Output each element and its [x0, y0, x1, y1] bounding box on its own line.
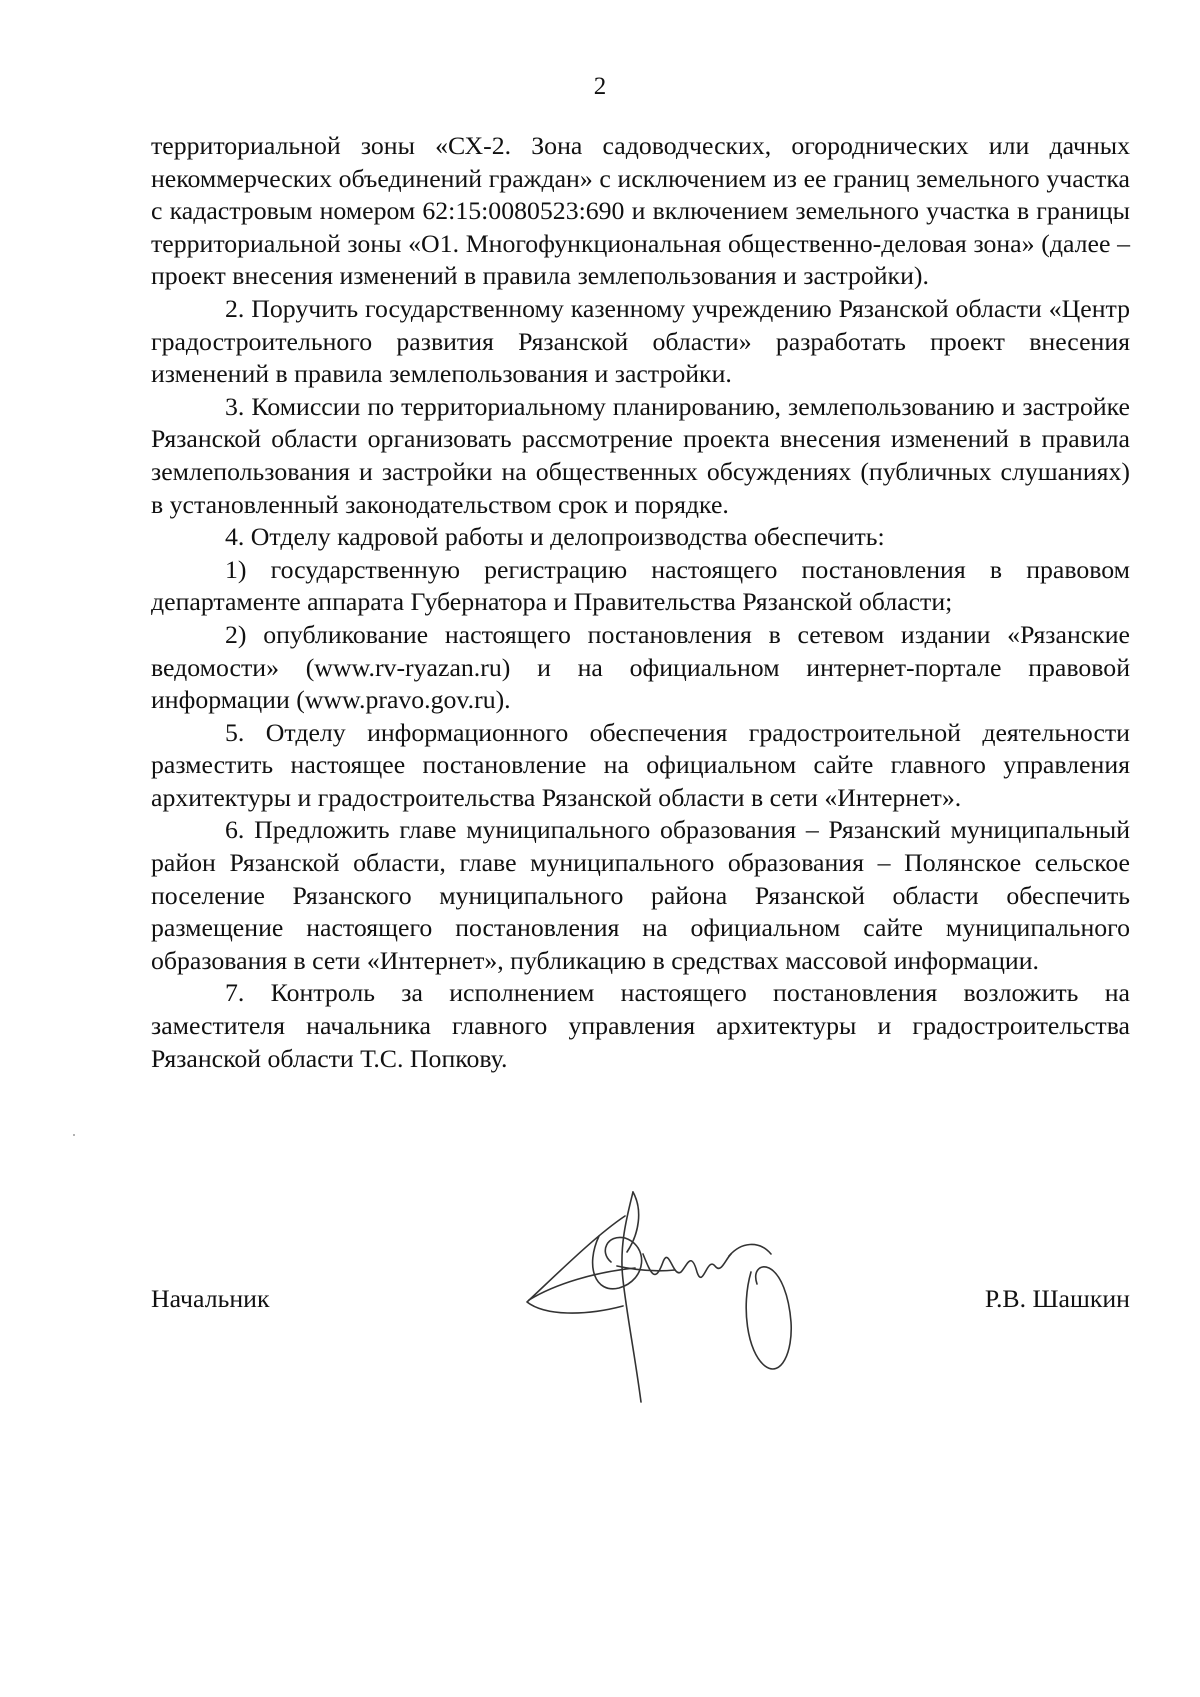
signatory-position: Начальник [151, 1284, 270, 1313]
document-body [151, 130, 1130, 1075]
paragraph-item-4: 4. Отделу кадровой работы и делопроизводства обеспечить: [225, 522, 885, 552]
paragraph-item-6: 6. Предложить главе муниципального образования – Рязанский муниципальный район Рязанской области, главе муниципального образования – Полянское сельское поселение Рязанского муниципального района Рязанской области обеспечить размещение настоящего постановления на официальном сайте муниципального образования в сети «Интернет», публикацию в средствах массовой информации. [151, 815, 1130, 975]
paragraph-item-3: 3. Комиссии по территориальному планированию, землепользованию и застройке Рязанской области организовать рассмотрение проекта внесения изменений в правила землепользования и застройки на общественных обсуждениях (публичных слушаниях) в установленный законодательством срок и порядке. [151, 391, 1130, 519]
scan-artifact [73, 1134, 75, 1136]
signatory-name: Р.В. Шашкин [984, 1284, 1130, 1313]
paragraph-item-7: 7. Контроль за исполнением настоящего постановления возложить на заместителя начальника главного управления архитектуры и градостроительства Рязанской области Т.С. Попкову. [151, 978, 1130, 1073]
paragraph-subitem-2: 2) опубликование настоящего постановления в сетевом издании «Рязанские ведомости» (www.rv-ryazan.ru) и на официальном интернет-портале правовой информации (www.pravo.gov.ru). [151, 619, 1130, 715]
paragraph-continuation: территориальной зоны «СХ-2. Зона садоводческих, огороднических или дачных некоммерческих объединений граждан» с исключением из ее границ земельного участка с кадастровым номером 62:15:0080523:690 и включением земельного участка в границы территориальной зоны «О1. Многофункциональная общественно-деловая зона» (далее – проект внесения изменений в правила землепользования и застройки). [151, 131, 1130, 291]
handwritten-signature [515, 1176, 895, 1416]
page-number: 2 [593, 73, 607, 100]
paragraph-item-5: 5. Отделу информационного обеспечения градостроительной деятельности разместить настоящее постановление на официальном сайте главного управления архитектуры и градостроительства Рязанской области в сети «Интернет». [151, 717, 1130, 812]
paragraph-item-2: 2. Поручить государственному казенному учреждению Рязанской области «Центр градостроительного развития Рязанской области» разработать проект внесения изменений в правила землепользования и застройки. [151, 293, 1130, 389]
paragraph-subitem-1: 1) государственную регистрацию настоящего постановления в правовом департаменте аппарата Губернатора и Правительства Рязанской области; [151, 554, 1130, 617]
